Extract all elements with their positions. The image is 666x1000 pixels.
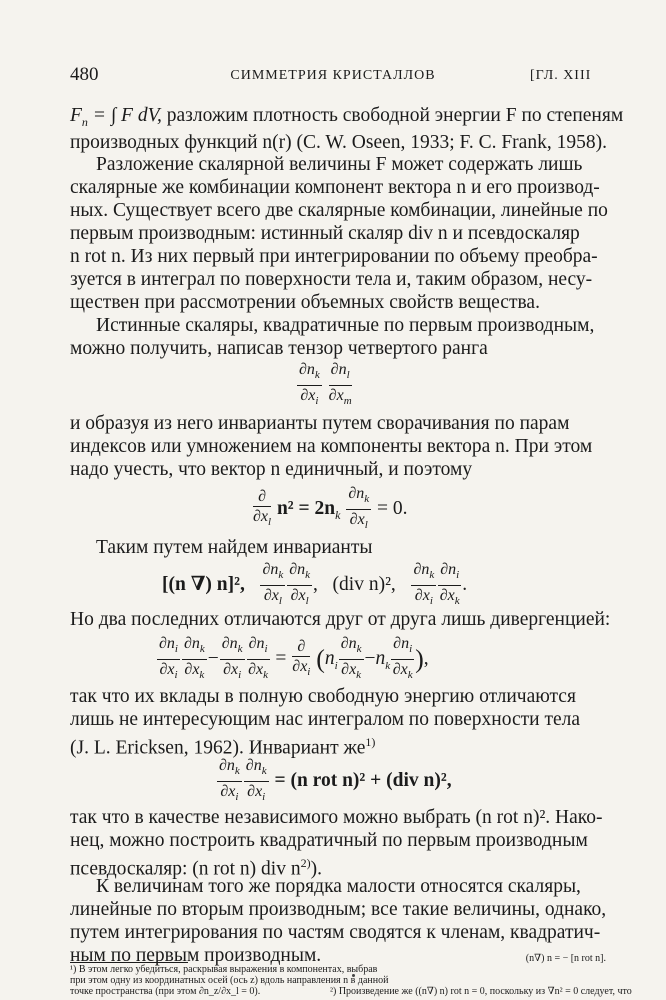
body-line-10: Истинные скаляры, квадратичные по первым производным,	[96, 315, 595, 336]
text-span: псевдоскаляр: (n rot n) div n	[70, 858, 301, 880]
equation-invariants: [(n ∇) n]², $\frac{\partial n_k}{\partial x_l}$ $\frac{\partial n_k}{\partial x_l}$ , (div n)², $\frac{\partial n_k}{\partial x_i}$ $\frac{\partial n_i}{\partial x_k}$ .	[162, 561, 468, 608]
text-span: (J. L. Ericksen, 1962). Инвариант же	[70, 737, 366, 759]
equation-unit-vector: $\frac{\partial}{\partial x_l}$ $n^2 = 2n_k$ $\frac{\partial n_k}{\partial x_l}$ = 0.	[253, 485, 408, 532]
equation-divergence: $\frac{\partial n_i}{\partial x_i}$ $\frac{\partial n_k}{\partial x_k}$ − $\frac{\partial n_k}{\partial x_i}$ $\frac{\partial n_i}{\partial x_k}$ = $\frac{\partial}{\partial x_i}$ ($n_i$ $\frac{\partial n_k}{\partial x_k}$ $-n_k$ $\frac{\partial n_i}{\partial x_k}$ ),	[159, 635, 429, 682]
body-line-9: ществен при рассмотрении объемных свойств вещества.	[70, 292, 540, 313]
body-line-17: так что их вклады в полную свободную энергию отличаются	[70, 686, 576, 707]
footnote-rule	[70, 962, 188, 963]
footnote-ref-1: 1)	[365, 735, 376, 749]
footnote-2-line-1: ²) Произведение же ((n∇) n) rot n = 0, поскольку из ∇n² = 0 следует, что	[330, 986, 632, 997]
equation-identity: $\frac{\partial n_k}{\partial x_i}$ $\frac{\partial n_k}{\partial x_i}$ = (n rot n)² + (div n)²,	[219, 757, 452, 804]
chapter-label: [ГЛ. XIII	[530, 68, 592, 83]
body-line-6: первым производным: истинный скаляр div n и псевдоскаляр	[70, 223, 580, 244]
body-line-5: ных. Существует всего две скалярные комбинации, линейные по	[70, 200, 608, 221]
body-line-14: надо учесть, что вектор n единичный, и поэтому	[70, 459, 473, 480]
footnote-1-line-2: при этом одну из координатных осей (ось z) вдоль направления n в данной	[70, 975, 389, 986]
body-line-12: и образуя из него инварианты путем сворачивания по парам	[70, 413, 570, 434]
footnote-2-line-2: (n∇) n = − [n rot n].	[525, 953, 606, 964]
body-line-11: можно получить, написав тензор четвертого ранга	[70, 338, 488, 359]
body-line-21: нец, можно построить квадратичный по первым производным	[70, 830, 588, 851]
body-line-3: Разложение скалярной величины F может содержать лишь	[96, 154, 583, 175]
footnote-1-line-1: ¹) В этом легко убедиться, раскрывая выражения в компонентах, выбрав	[70, 964, 378, 975]
body-line-2: производных функций n(r) (C. W. Oseen, 1933; F. C. Frank, 1958).	[70, 132, 607, 153]
body-line-26: ным по первым производным.	[70, 945, 322, 966]
page-number: 480	[70, 64, 99, 85]
formula-f-n: $F_n$	[70, 105, 88, 129]
body-line-7: n rot n. Из них первый при интегрировании по объему преобра-	[70, 246, 598, 267]
body-line-8: зуется в интеграл по поверхности тела и, таким образом, несу-	[70, 269, 593, 290]
body-line-15: Таким путем найдем инварианты	[96, 537, 373, 558]
body-line-18: лишь не интересующим нас интегралом по поверхности тела	[70, 709, 581, 730]
body-line-4: скалярные же комбинации компонент вектора n и его производ-	[70, 177, 600, 198]
body-line-25: путем интегрирования по частям сводятся к членам, квадратич-	[70, 922, 601, 943]
text-span: разложим плотность свободной энергии F по степеням	[166, 105, 624, 126]
body-line-16: Но два последних отличаются друг от друга лишь дивергенцией:	[70, 609, 611, 630]
formula-integral: = ∫ F dV,	[92, 105, 162, 126]
body-line-24: линейные по вторым производным; все такие величины, однако,	[70, 899, 607, 920]
running-title: СИММЕТРИЯ КРИСТАЛЛОВ	[230, 68, 436, 83]
body-line-23: К величинам того же порядка малости относятся скаляры,	[96, 876, 581, 897]
body-line-1	[70, 104, 624, 134]
footnote-1-line-3: точке пространства (при этом ∂n_z/∂x_l = 0).	[70, 986, 261, 997]
body-line-20: так что в качестве независимого можно выбрать (n rot n)². Нако-	[70, 807, 603, 828]
footnote-ref-2: 2)	[300, 856, 311, 870]
body-line-13: индексов или умножением на компоненты вектора n. При этом	[70, 436, 593, 457]
equation-tensor: $\frac{\partial n_k}{\partial x_i}$ $\frac{\partial n_l}{\partial x_m}$	[299, 361, 352, 408]
body-line-22: псевдоскаляр: (n rot n) div $n^{2)}$).	[70, 856, 322, 880]
